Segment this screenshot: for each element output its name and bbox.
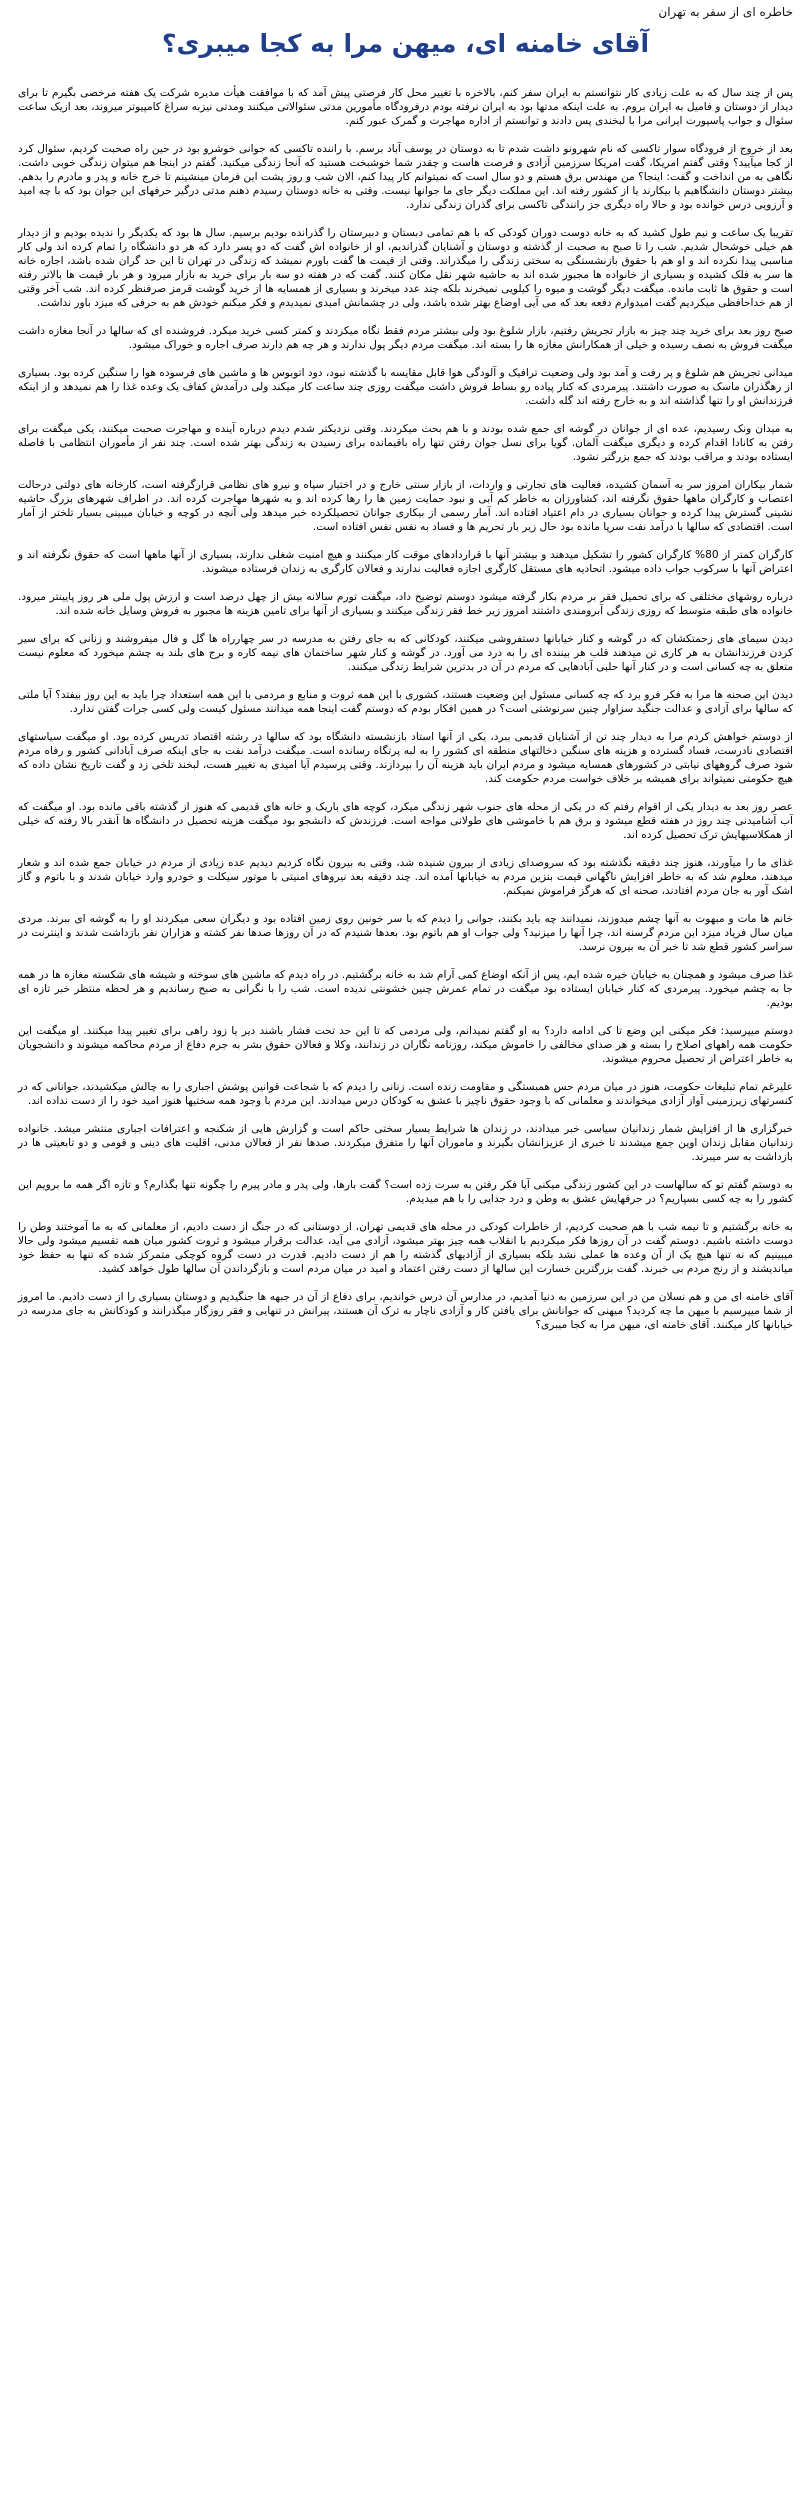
paragraph: دوستم میپرسید: فکر میکنی این وضع تا کی ادامه دارد؟ به او گفتم نمیدانم، ولی مردمی که تا این حد تحت فشار باشند دیر یا زود راهی برای تغییر پیدا میکنند. او میگفت این حکومت همه راههای اصلاح را بسته و هر صدای مخالفی را خاموش میکند، روزنامه نگاران در زندانند، وکلا و فعالان حقوق بشر به جرم دفاع از مردم محاکمه میشوند و دانشجویان به خاطر اعتراض از تحصیل محروم میشوند. <box>18 1025 793 1065</box>
paragraph: خبرگزاری ها از افزایش شمار زندانیان سیاسی خبر میدادند، در زندان ها شرایط بسیار سختی حاکم است و گزارش هایی از شکنجه و اعترافات اجباری منتشر میشد. خانواده زندانیان مقابل زندان اوین جمع میشدند تا خبری از عزیزانشان بگیرند و ماموران آنها را متفرق میکردند. صدها نفر از فعالان مدنی، اقلیت های دینی و قومی و دو تابعیتی ها در بازداشت به سر میبرند. <box>18 1123 793 1163</box>
paragraph: میدانی تجریش هم شلوغ و پر رفت و آمد بود ولی وضعیت ترافیک و آلودگی هوا قابل مقایسه با گذشته نبود، دود اتوبوس ها و ماشین های فرسوده هوا را سنگین کرده بود. بسیاری از رهگذران ماسک به صورت داشتند. پیرمردی که کنار پیاده رو بساط فروش داشت میگفت روزی چند ساعت کار میکند ولی درآمدش کفاف یک وعده غذا را هم نمیدهد و از اینکه فرزندانش او را تنها گذاشته اند و به خارج رفته اند گله داشت. <box>18 367 793 407</box>
paragraph: درباره روشهای مختلفی که برای تحمیل فقر بر مردم بکار گرفته میشود دوستم توضیح داد، میگفت تورم سالانه بیش از چهل درصد است و ارزش پول ملی هر روز پایینتر میرود. خانواده های طبقه متوسط که روزی زندگی آبرومندی داشتند امروز زیر خط فقر زندگی میکنند و بسیاری از آنها برای تامین هزینه ها مجبور به فروش وسایل خانه شده اند. <box>18 591 793 617</box>
paragraph: به دوستم گفتم تو که سالهاست در این کشور زندگی میکنی آیا فکر رفتن به سرت زده است؟ گفت بارها، ولی پدر و مادر پیرم را چگونه تنها بگذارم؟ و تازه اگر همه ما برویم این کشور را به چه کسی بسپاریم؟ در حرفهایش عشق به وطن و درد جدایی را با هم میدیدم. <box>18 1179 793 1205</box>
paragraph: تقریبا یک ساعت و نیم طول کشید که به خانه دوست دوران کودکی که با هم تمامی دبستان و دبیرستان را گذرانده بودیم برسیم. سال ها بود که یکدیگر را ندیده بودیم و از دیدار هم خیلی خوشحال شدیم. شب را تا صبح به صحبت از گذشته و دوستان و آشنایان گذراندیم، او از خانواده اش گفت که دو پسر دارد که هر دو دانشگاه را تمام کرده اند ولی کار مناسبی پیدا نکرده اند و او هم با حقوق بازنشستگی به سختی زندگی را میگذراند. وقتی از قیمت ها گفت باورم نمیشد که زندگی در تهران تا این حد گران شده باشد، اجاره خانه ها سر به فلک کشیده و بسیاری از خانواده ها مجبور شده اند به حاشیه شهر نقل مکان کنند. گفت که در هفته دو سه بار برای خرید به بازار میرود و هر بار قیمت ها بالاتر رفته است و حقوق ها ثابت مانده. میگفت دیگر گوشت و میوه را کیلویی نمیخرند بلکه چند عدد میخرند و بسیاری از همسایه ها از خرید گوشت قرمز صرفنظر کرده اند. شب آخر وقتی از هم خداحافظی میکردیم گفت امیدوارم دفعه بعد که می آیی اوضاع بهتر شده باشد، ولی در چشمانش امیدی نمیدیدم و فکر میکنم خودش هم به حرفی که میزد باور نداشت. <box>18 227 793 309</box>
article-body <box>18 86 793 1332</box>
page-header: خاطره ای از سفر به تهران <box>658 5 793 19</box>
article-title: آقای خامنه ای، میهن مرا به کجا میبری؟ <box>161 29 650 58</box>
paragraph: شمار بیکاران امروز سر به آسمان کشیده، فعالیت های تجارتی و واردات، از بازار سنتی خارج و در اختیار سپاه و نیرو های نظامی قرارگرفته است، کارخانه های دولتی درحالت اعتصاب و کارگران ماهها حقوق نگرفته اند، کشاورزان به خاطر کم آبی و نبود حمایت زمین ها را رها کرده اند و به شهرها مهاجرت کرده اند. در اطراف شهرهای بزرگ حاشیه نشینی گسترش پیدا کرده و جوانان بسیاری در دام اعتیاد افتاده اند. آمار رسمی از بیکاری جوانان تحصیلکرده خبر میدهد ولی آنچه در کوچه و خیابان میبینی بسیار تلختر از آمار است. اقتصادی که سالها با درآمد نفت سرپا مانده بود حال زیر بار تحریم ها و فساد به نفس نفس افتاده است. <box>18 479 793 533</box>
paragraph: دیدن این صحنه ها مرا به فکر فرو برد که چه کسانی مسئول این وضعیت هستند، کشوری با این همه ثروت و منابع و مردمی با این همه استعداد چرا باید به این روز بیفتد؟ آیا ملتی که سالها برای آزادی و عدالت جنگید سزاوار چنین سرنوشتی است؟ در همین افکار بودم که دوستم گفت اینجا همه میدانند مسئول کیست ولی کسی جرات گفتن ندارد. <box>18 689 793 715</box>
paragraph: بعد از خروج از فرودگاه سوار تاکسی که نام شهرونو داشت شدم تا به دوستان در یوسف آباد برسم. با راننده تاکسی که جوانی خوشرو بود در حین راه صحبت کردیم، سئوال کرد از کجا میآیید؟ وقتی گفتم امریکا، گفت امریکا سرزمین آزادی و فرصت هاست و چقدر شما خوشبخت هستید که آنجا زندگی میکنید. گفتم در اینجا هم میتوان زندگی خوبی داشت. نگاهی به من انداخت و گفت: اینجا؟ من مهندس برق هستم و دو سال است که نمیتوانم کار پیدا کنم، الان شب و روز پشت این فرمان مینشینم تا خرج خانه و پدر و مادرم را بدهم. بیشتر دوستان دانشگاهیم یا بیکارند یا از کشور رفته اند. این مملکت دیگر جای ما جوانها نیست. وقتی به خانه دوستان رسیدم ذهنم مدتی درگیر حرفهای این جوان بود که با چه امید و آرزویی درس خوانده بود و حالا راه دیگری جز رانندگی تاکسی برای گذران زندگی ندارد. <box>18 143 793 211</box>
paragraph: غذا صرف میشود و همچنان به خیابان خیره شده ایم، پس از آنکه اوضاع کمی آرام شد به خانه برگشتیم. در راه دیدم که ماشین های سوخته و شیشه های شکسته مغازه ها در همه جا به چشم میخورد. پیرمردی که کنار خیابان ایستاده بود میگفت در تمام عمرش چنین خشونتی ندیده است. شب را با نگرانی به صبح رساندیم و هر لحظه منتظر خبر تازه ای بودیم. <box>18 969 793 1009</box>
paragraph: از دوستم خواهش کردم مرا به دیدار چند تن از آشنایان قدیمی ببرد، یکی از آنها استاد بازنشسته دانشگاه بود که سالها در رشته اقتصاد تدریس کرده بود. او میگفت سیاستهای اقتصادی نادرست، فساد گسترده و هزینه های سنگین دخالتهای منطقه ای کشور را به لبه پرتگاه رسانده است. میگفت درآمد نفت به جای اینکه صرف آبادانی کشور و رفاه مردم شود صرف گروههای نیابتی در کشورهای همسایه میشود و مردم ایران باید هزینه آن را بپردازند. وقتی پرسیدم آیا امیدی به تغییر هست، لبخند تلخی زد و گفت تاریخ نشان داده که هیچ حکومتی نمیتواند برای همیشه بر خلاف خواست مردم حکومت کند. <box>18 731 793 785</box>
paragraph: به خانه برگشتیم و تا نیمه شب با هم صحبت کردیم، از خاطرات کودکی در محله های قدیمی تهران، از دوستانی که در جنگ از دست دادیم، از معلمانی که به ما آموختند وطن را دوست داشته باشیم. دوستم گفت در آن روزها فکر میکردیم با انقلاب همه چیز بهتر میشود، آزادی می آید، عدالت برقرار میشود و ثروت کشور میان همه تقسیم میشود ولی حالا میبینیم که نه تنها هیچ یک از آن وعده ها عملی نشد بلکه بسیاری از آزادیهای گذشته را هم از دست دادیم. قدرت در دست گروه کوچکی متمرکز شده که تنها به حفظ خود میاندیشند و از رنج مردم بی خبرند. گفت بزرگترین خسارت این سالها از دست رفتن اعتماد و امید در میان مردم است و بازگرداندن آن سالها طول خواهد کشید. <box>18 1221 793 1275</box>
paragraph: دیدن سیمای های زحمتکشان که در گوشه و کنار خیابانها دستفروشی میکنند، کودکانی که به جای رفتن به مدرسه در سر چهارراه ها گل و فال میفروشند و زنانی که برای سیر کردن فرزندانشان به هر کاری تن میدهند قلب هر بیننده ای را به درد می آورد. در گوشه و کنار شهر ساختمان های نیمه کاره و برج های بلند به چشم میخورد که معلوم نیست متعلق به چه کسانی است و در کنار آنها حلبی آبادهایی که مردم در آن در بدترین شرایط زندگی میکنند. <box>18 633 793 673</box>
paragraph: صبح روز بعد برای خرید چند چیز به بازار تجریش رفتیم، بازار شلوغ بود ولی بیشتر مردم فقط نگاه میکردند و کمتر کسی خرید میکرد. فروشنده ای که سالها در آنجا مغازه داشت میگفت فروش به نصف رسیده و خیلی از همکارانش مغازه ها را بسته اند. میگفت مردم دیگر پول ندارند و هر چه هم دارند صرف اجاره و خوراک میشود. <box>18 325 793 351</box>
paragraph: آقای خامنه ای من و هم نسلان من در این سرزمین به دنیا آمدیم، در مدارس آن درس خواندیم، برای دفاع از آن در جبهه ها جنگیدیم و دوستان بسیاری را از دست دادیم. ما امروز از شما میپرسیم با میهن ما چه کردید؟ میهنی که جوانانش برای یافتن کار و آزادی ناچار به ترک آن هستند، پیرانش در تنهایی و فقر روزگار میگذرانند و کودکانش به جای مدرسه در خیابانها کار میکنند. آقای خامنه ای، میهن مرا به کجا میبری؟ <box>18 1291 793 1331</box>
paragraph: علیرغم تمام تبلیغات حکومت، هنوز در میان مردم حس همبستگی و مقاومت زنده است. زنانی را دیدم که با شجاعت قوانین پوشش اجباری را به چالش میکشیدند، جوانانی که در کنسرتهای زیرزمینی آواز آزادی میخواندند و معلمانی که با وجود حقوق ناچیز با عشق به کودکان درس میدادند. این مردم با وجود همه سختیها هنوز امید خود را از دست نداده اند. <box>18 1081 793 1107</box>
paragraph: عصر روز بعد به دیدار یکی از اقوام رفتم که در یکی از محله های جنوب شهر زندگی میکرد، کوچه های باریک و خانه های قدیمی که هنوز از گذشته باقی مانده بود. او میگفت که آب آشامیدنی چند روز در هفته قطع میشود و برق هم با خاموشی های طولانی مواجه است. فرزندش که دانشجو بود میگفت هزینه تحصیل در دانشگاه ها آنقدر بالا رفته که خیلی از همکلاسیهایش ترک تحصیل کرده اند. <box>18 801 793 841</box>
paragraph: خانم ها مات و مبهوت به آنها چشم میدوزند، نمیدانند چه باید بکنند، جوانی را دیدم که با سر خونین روی زمین افتاده بود و دیگران سعی میکردند او را به گوشه ای ببرند. مردی میان سال فریاد میزد این مردم گرسنه اند، چرا آنها را میزنید؟ ولی جواب او هم باتوم بود. بعدها شنیدم که در آن روزها صدها نفر کشته و هزاران نفر بازداشت شدند و اینترنت در سراسر کشور قطع شد تا خبر آن به بیرون نرسد. <box>18 913 793 953</box>
paragraph: غذای ما را میآورند، هنوز چند دقیقه نگذشته بود که سروصدای زیادی از بیرون شنیده شد، وقتی به بیرون نگاه کردیم دیدیم عده زیادی از مردم در خیابان جمع شده اند و شعار میدهند، معلوم شد که به خاطر افزایش ناگهانی قیمت بنزین مردم به خیابانها آمده اند. چند دقیقه بعد نیروهای امنیتی با موتور سیکلت و خودرو وارد خیابان شدند و با باتوم و گاز اشک آور به جان مردم افتادند، صحنه ای که هرگز فراموش نمیکنم. <box>18 857 793 897</box>
paragraph: پس از چند سال که به علت زیادی کار نتوانستم به ایران سفر کنم، بالاخره با تغییر محل کار فرصتی پیش آمد که با موافقت هیأت مدیره شرکت یک هفته مرخصی بگیرم تا برای دیدار از دوستان و فامیل به ایران بروم. به علت اینکه مدتها بود به ایران نرفته بودم درفرودگاه مأمورین مدتی سئوالاتی میکنند ومدتی نیزبه سراغ کامپیوتر میروند، بعد ازیک ساعت سئوال و جواب پاسپورت ایرانی مرا با لبخندی پس دادند و توانستم از اداره مهاجرت و گمرک عبور کنم. <box>18 87 793 127</box>
paragraph: کارگران کمتر از 80% کارگران کشور را تشکیل میدهند و بیشتر آنها با قراردادهای موقت کار میکنند و هیچ امنیت شغلی ندارند، بسیاری از آنها ماهها است که حقوق نگرفته اند و اعتراض آنها با سرکوب جواب داده میشود. اتحادیه های مستقل کارگری اجازه فعالیت ندارند و فعالان کارگری به زندان فرستاده میشوند. <box>18 549 793 575</box>
paragraph: به میدان ونک رسیدیم، عده ای از جوانان در گوشه ای جمع شده بودند و با هم بحث میکردند. وقتی نزدیکتر شدم دیدم درباره آینده و مهاجرت صحبت میکنند، یکی میگفت برای رفتن به کانادا اقدام کرده و دیگری میگفت آلمان. گویا برای نسل جوان رفتن تنها راه باقیمانده برای رسیدن به زندگی بهتر شده است. چند نفر از مأموران انتظامی با فاصله ایستاده بودند و مراقب بودند که جمع بزرگتر نشود. <box>18 423 793 463</box>
